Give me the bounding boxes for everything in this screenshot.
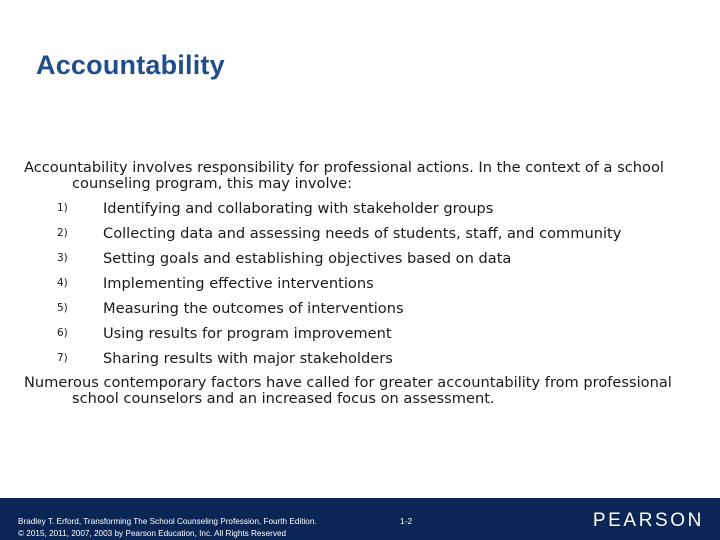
list-item <box>24 246 704 271</box>
list-item-number: 5) <box>57 302 68 314</box>
list-item-number: 1) <box>57 202 68 214</box>
list-item-text: Identifying and collaborating with stakeholder groups <box>103 200 494 217</box>
list-item-text: Setting goals and establishing objectives based on data <box>103 250 512 267</box>
list-item-text: Implementing effective interventions <box>103 275 374 292</box>
intro-paragraph: Accountability involves responsibility for professional actions. In the context of a school counseling program, this may involve: <box>24 159 664 192</box>
credit-line-2: © 2015, 2011, 2007, 2003 by Pearson Education, Inc. All Rights Reserved <box>18 529 287 538</box>
footer-bar <box>0 498 720 540</box>
involvement-list <box>24 196 704 371</box>
list-item-text: Measuring the outcomes of interventions <box>103 300 404 317</box>
page-number: 1-2 <box>400 516 413 526</box>
conclusion-paragraph: Numerous contemporary factors have called for greater accountability from professional school counselors and an increased focus on assessment. <box>24 374 672 407</box>
list-item-text: Using results for program improvement <box>103 325 392 342</box>
list-item <box>24 196 704 221</box>
list-item-number: 4) <box>57 277 68 289</box>
list-item-text: Sharing results with major stakeholders <box>103 350 393 367</box>
list-item-text: Collecting data and assessing needs of students, staff, and community <box>103 225 622 242</box>
list-item <box>24 221 704 246</box>
list-item <box>24 296 704 321</box>
pearson-logo: PEARSON <box>592 510 704 531</box>
credit-line-1: Bradley T. Erford, Transforming The School Counseling Profession, Fourth Edition. <box>18 517 317 526</box>
list-item <box>24 321 704 346</box>
list-item-number: 6) <box>57 327 68 339</box>
slide-body <box>24 160 704 407</box>
slide-title: Accountability <box>36 50 225 80</box>
list-item <box>24 346 704 371</box>
list-item <box>24 271 704 296</box>
list-item-number: 3) <box>57 252 68 264</box>
list-item-number: 7) <box>57 352 68 364</box>
footer-credit <box>18 516 317 540</box>
list-item-number: 2) <box>57 227 68 239</box>
